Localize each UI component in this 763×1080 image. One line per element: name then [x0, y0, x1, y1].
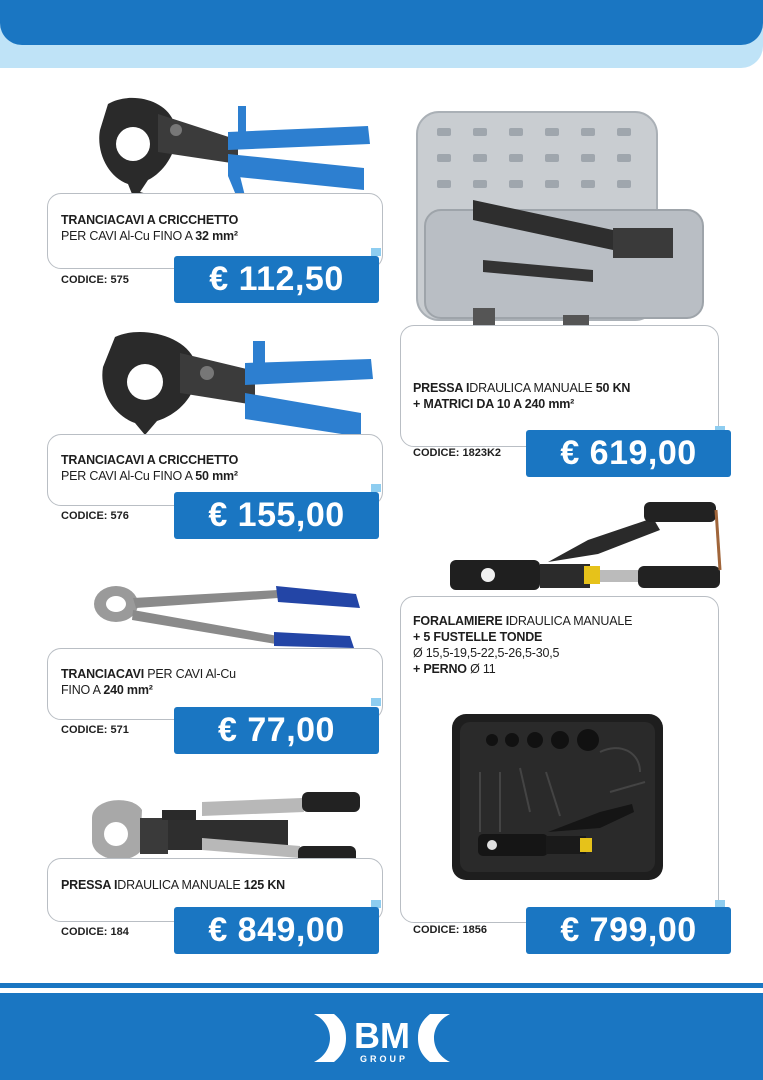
product-575-desc — [61, 212, 238, 244]
product-1823K2-name: DRAULICA MANUALE — [469, 381, 596, 395]
ratchet-cable-cutter-icon — [95, 327, 375, 447]
product-1856-line4: Ø 11 — [470, 662, 496, 676]
logo-text: BM — [354, 1015, 410, 1056]
product-571-code: CODICE: 571 — [61, 724, 129, 736]
product-575-line2: PER CAVI Al-Cu FINO A — [61, 229, 196, 243]
product-576-line1: TRANCIACAVI A CRICCHETTO — [61, 453, 239, 467]
product-1856-line4-bold: + PERNO — [413, 662, 471, 676]
hydraulic-punch-icon — [448, 500, 723, 595]
product-1823K2-line2: + MATRICI DA 10 A 240 mm² — [413, 397, 575, 411]
product-571-line2: FINO A — [61, 683, 104, 697]
product-1823K2-desc — [413, 380, 630, 412]
logo-subtext: GROUP — [359, 1054, 409, 1064]
product-575-size: 32 mm² — [195, 229, 238, 243]
product-576-line2: PER CAVI Al-Cu FINO A — [61, 469, 196, 483]
price-tab-576 — [371, 484, 381, 492]
product-184-price: € 849,00 — [174, 907, 379, 954]
product-1856-line3: Ø 15,5-19,5-22,5-26,5-30,5 — [413, 646, 560, 660]
product-1856-desc — [413, 613, 632, 677]
bm-group-logo — [312, 1010, 452, 1066]
product-1856-code: CODICE: 1856 — [413, 924, 487, 936]
product-184-name: DRAULICA MANUALE — [117, 878, 244, 892]
header-band — [0, 0, 763, 45]
product-1856-name: DRAULICA MANUALE — [509, 614, 633, 628]
price-tab-575 — [371, 248, 381, 256]
product-576-size: 50 mm² — [195, 469, 238, 483]
product-571-price: € 77,00 — [174, 707, 379, 754]
product-1856-line2: + 5 FUSTELLE TONDE — [413, 630, 543, 644]
product-571-line1-bold: TRANCIACAVI — [61, 667, 144, 681]
product-1823K2-code: CODICE: 1823K2 — [413, 447, 502, 459]
product-184-name-a: PRESSA I — [61, 878, 118, 892]
product-576-desc — [61, 452, 238, 484]
ratchet-cable-cutter-icon — [88, 92, 378, 207]
punch-case-icon — [450, 712, 665, 882]
product-184-desc — [61, 877, 285, 893]
product-184-capacity: 125 KN — [243, 878, 285, 892]
product-184-code: CODICE: 184 — [61, 926, 129, 938]
product-1823K2-capacity: 50 KN — [595, 381, 631, 395]
product-571-size: 240 mm² — [103, 683, 153, 697]
product-575-line1: TRANCIACAVI A CRICCHETTO — [61, 213, 239, 227]
product-571-desc — [61, 666, 236, 698]
product-1856-name-a: FORALAMIERE I — [413, 614, 510, 628]
footer-rule — [0, 983, 763, 988]
product-1856-price: € 799,00 — [526, 907, 731, 954]
product-571-line1: PER CAVI Al-Cu — [143, 667, 236, 681]
product-576-code: CODICE: 576 — [61, 510, 129, 522]
product-575-code: CODICE: 575 — [61, 274, 129, 286]
price-tab-571 — [371, 698, 381, 706]
product-576-price: € 155,00 — [174, 492, 379, 539]
cable-cutter-icon — [88, 580, 368, 650]
product-575-price: € 112,50 — [174, 256, 379, 303]
product-1823K2-name-a: PRESSA I — [413, 381, 470, 395]
product-1823K2-price: € 619,00 — [526, 430, 731, 477]
